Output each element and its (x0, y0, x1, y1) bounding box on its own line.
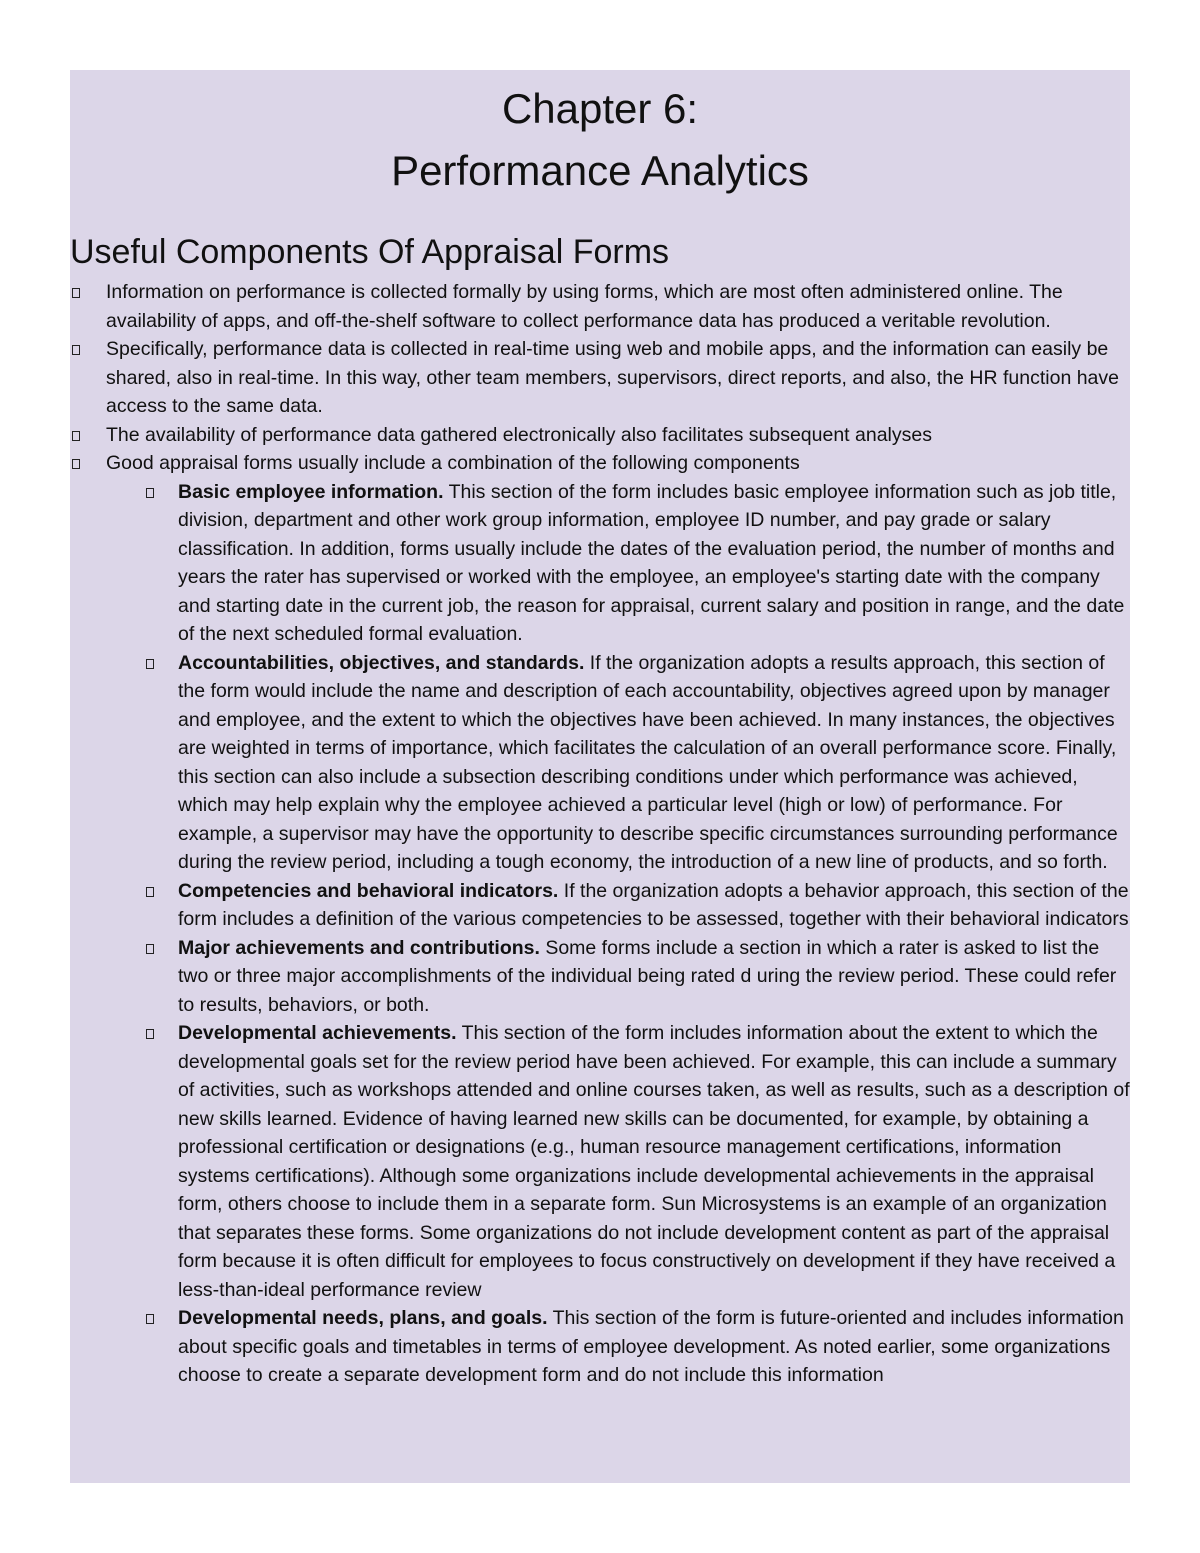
bullet-list (70, 278, 1130, 1390)
component-description: Some forms include a section in which a rater is asked to list the two or three major accomplishments of the individual being rated d uring the review period. These could refer to results, behaviors, or both. (178, 936, 1117, 1016)
list-item (70, 335, 1130, 421)
list-item (70, 449, 1130, 1390)
square-bullet-icon (146, 488, 154, 498)
component-item (106, 877, 1130, 934)
square-bullet-icon (72, 345, 80, 355)
component-term: Developmental achievements. (178, 1022, 457, 1044)
component-description: If the organization adopts a results approach, this section of the form would include the name and description of each accountability, objectives agreed upon by manager and employee, and the extent to which the objectives have been achieved. In many instances, the objectives are weighted in terms of importance, which facilitates the calculation of an overall performance score. Finally, this section can also include a subsection describing conditions under which performance was achieved, which may help explain why the employee achieved a particular level (high or low) of performance. For example, a supervisor may have the opportunity to describe specific circumstances surrounding performance during the review period, including a tough economy, the introduction of a new line of products, and so forth. (178, 651, 1118, 873)
chapter-number: Chapter 6: (501, 85, 699, 132)
square-bullet-icon (146, 944, 154, 954)
component-term: Developmental needs, plans, and goals. (178, 1307, 548, 1329)
square-bullet-icon (72, 288, 80, 298)
component-term: Accountabilities, objectives, and standards. (178, 651, 585, 674)
component-list (106, 478, 1130, 1390)
square-bullet-icon (146, 887, 154, 897)
component-item (106, 1019, 1130, 1304)
component-description: If the organization adopts a behavior approach, this section of the form includes a definition of the various competencies to be assessed, together with their behavioral indicators (178, 879, 1129, 930)
square-bullet-icon (146, 659, 154, 669)
chapter-title (70, 70, 1130, 202)
component-description: This section of the form includes information about the extent to which the developmental goals set for the review period have been achieved. For example, this can include a summary of activities, such as workshops attended and online courses taken, as well as results, such as a description of new skills learned. Evidence of having learned new skills can be documented, for example, by obtaining a professional certification or designations (e.g., human resource management certifications, information systems certifications). Although some organizations include developmental achievements in the appraisal form, others choose to include them in a separate form. Sun Microsystems is an example of an organization that separates these forms. Some organizations do not include development content as part of the appraisal form because it is often difficult for employees to focus constructively on development if they have received a less-than-ideal performance review (178, 1022, 1130, 1301)
bullet-text: Good appraisal forms usually include a combination of the following components (106, 452, 800, 474)
chapter-name: Performance Analytics (391, 147, 809, 194)
component-term: Major achievements and contributions. (178, 936, 540, 959)
bullet-text: Information on performance is collected formally by using forms, which are most often administered online. The availability of apps, and off-the-shelf software to collect performance data has produced a veritable revolution. (106, 281, 1063, 332)
list-item (70, 278, 1130, 335)
component-term: Basic employee information. (178, 480, 444, 503)
section-heading: Useful Components Of Appraisal Forms (70, 233, 670, 271)
component-term: Competencies and behavioral indicators. (178, 879, 559, 902)
bullet-text: The availability of performance data gathered electronically also facilitates subsequent analyses (106, 423, 932, 446)
square-bullet-icon (72, 431, 80, 441)
content-panel (70, 70, 1130, 1483)
component-item (106, 934, 1130, 1020)
component-item (106, 649, 1130, 877)
component-description: This section of the form is future-oriented and includes information about specific goals and timetables in terms of employee development. As noted earlier, some organizations choose to create a separate development form and do not include this information (178, 1307, 1124, 1386)
bullet-text: Specifically, performance data is collected in real-time using web and mobile apps, and the information can easily be shared, also in real-time. In this way, other team members, supervisors, direct reports, and also, the HR function have access to the same data. (106, 338, 1120, 417)
square-bullet-icon (72, 459, 80, 469)
square-bullet-icon (146, 1314, 154, 1324)
component-description: This section of the form includes basic employee information such as job title, division, department and other work group information, employee ID number, and pay grade or salary classification. In addition, forms usually include the dates of the evaluation period, the number of months and years the rater has supervised or worked with the employee, an employee's starting date with the company and starting date in the current job, the reason for appraisal, current salary and position in range, and the date of the next scheduled formal evaluation. (178, 480, 1125, 645)
square-bullet-icon (146, 1029, 154, 1039)
component-item (106, 1304, 1130, 1390)
list-item (70, 421, 1130, 450)
component-item (106, 478, 1130, 649)
